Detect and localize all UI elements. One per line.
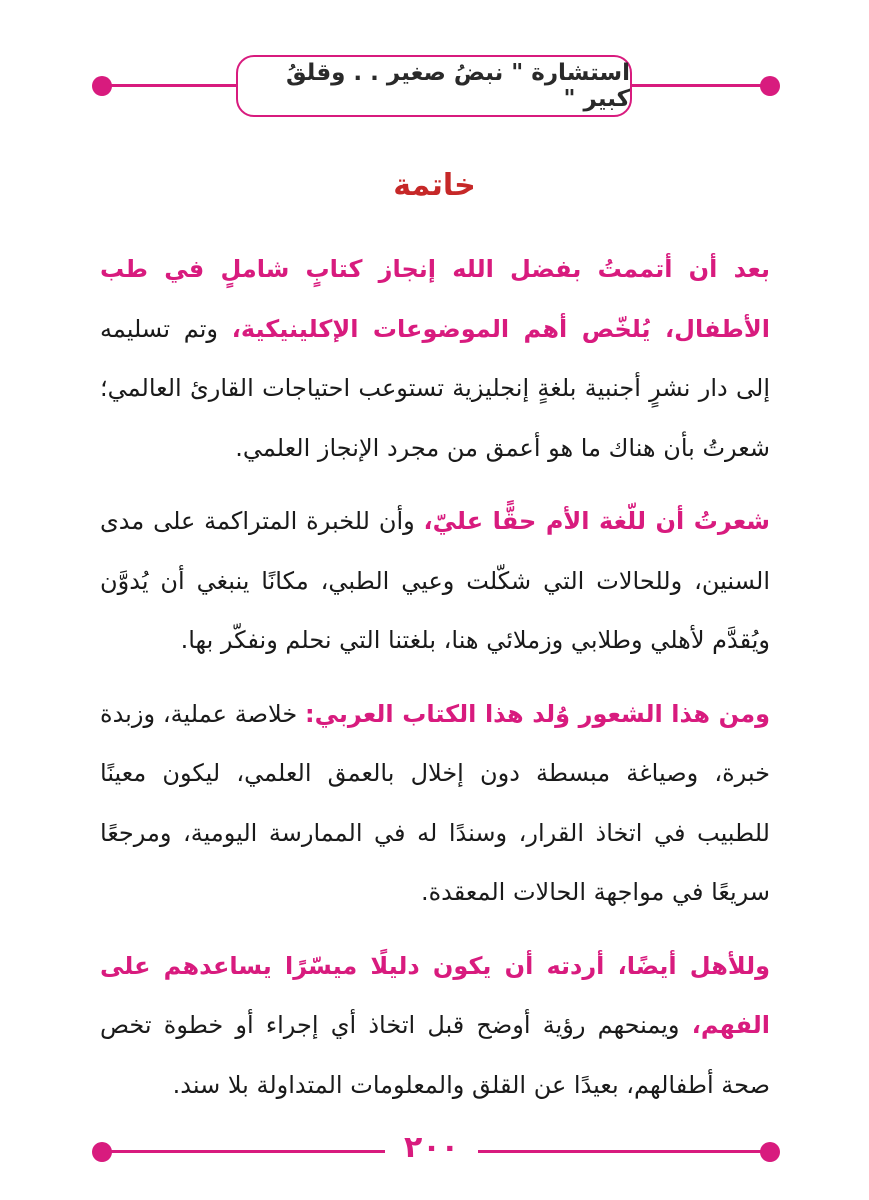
header-line-right bbox=[632, 84, 770, 87]
paragraph-2 bbox=[100, 492, 770, 671]
footer-line-left bbox=[100, 1150, 385, 1153]
paragraph-3-text: خلاصة عملية، وزبدة خبرة، وصياغة مبسطة دون إخلال بالعمق العلمي، ليكون معينًا للطبيب في اتخاذ القرار، وسندًا له في الممارسة اليومية، ومرجعًا سريعًا في مواجهة الحالات المعقدة. bbox=[100, 699, 770, 906]
page-number: ٢٠٠ bbox=[404, 1130, 459, 1165]
section-title: خاتمة bbox=[393, 168, 476, 203]
running-header-title: استشارة " نبضُ صغير . . وقلقُ كبير " bbox=[285, 60, 630, 112]
paragraph-4-highlight: وللأهل أيضًا، أردته أن يكون دليلًا ميسّرًا يساعدهم على الفهم، bbox=[100, 951, 770, 1039]
footer-line-right bbox=[478, 1150, 770, 1153]
paragraph-2-highlight: شعرتُ أن للّغة الأم حقًّا عليّ، bbox=[423, 507, 770, 535]
paragraph-4 bbox=[100, 937, 770, 1116]
paragraph-1-text: وتم تسليمه إلى دار نشرٍ أجنبية بلغةٍ إنجليزية تستوعب احتياجات القارئ العالمي؛ شعرتُ بأن هناك ما هو أعمق من مجرد الإنجاز العلمي. bbox=[100, 314, 770, 462]
paragraph-3 bbox=[100, 685, 770, 923]
paragraph-3-highlight: ومن هذا الشعور وُلد هذا الكتاب العربي: bbox=[305, 699, 770, 728]
body-text bbox=[100, 240, 770, 1129]
paragraph-1-highlight: بعد أن أتممتُ بفضل الله إنجاز كتابٍ شاملٍ في طب الأطفال، يُلخّص أهم الموضوعات الإكلينيكية، bbox=[100, 255, 770, 343]
footer-dot-right bbox=[760, 1142, 780, 1162]
paragraph-2-text: وأن للخبرة المتراكمة على مدى السنين، وللحالات التي شكّلت وعيي الطبي، مكانًا ينبغي أن يُدوَّن ويُقدَّم لأهلي وطلابي وزملائي هنا، بلغتنا التي نحلم ونفكّر بها. bbox=[100, 507, 770, 654]
header-box bbox=[236, 55, 632, 117]
header-dot-right bbox=[760, 76, 780, 96]
header-line-left bbox=[100, 84, 240, 87]
paragraph-1 bbox=[100, 240, 770, 478]
paragraph-4-text: ويمنحهم رؤية أوضح قبل اتخاذ أي إجراء أو خطوة تخص صحة أطفالهم، بعيدًا عن القلق والمعلومات المتداولة بلا سند. bbox=[100, 1011, 770, 1099]
